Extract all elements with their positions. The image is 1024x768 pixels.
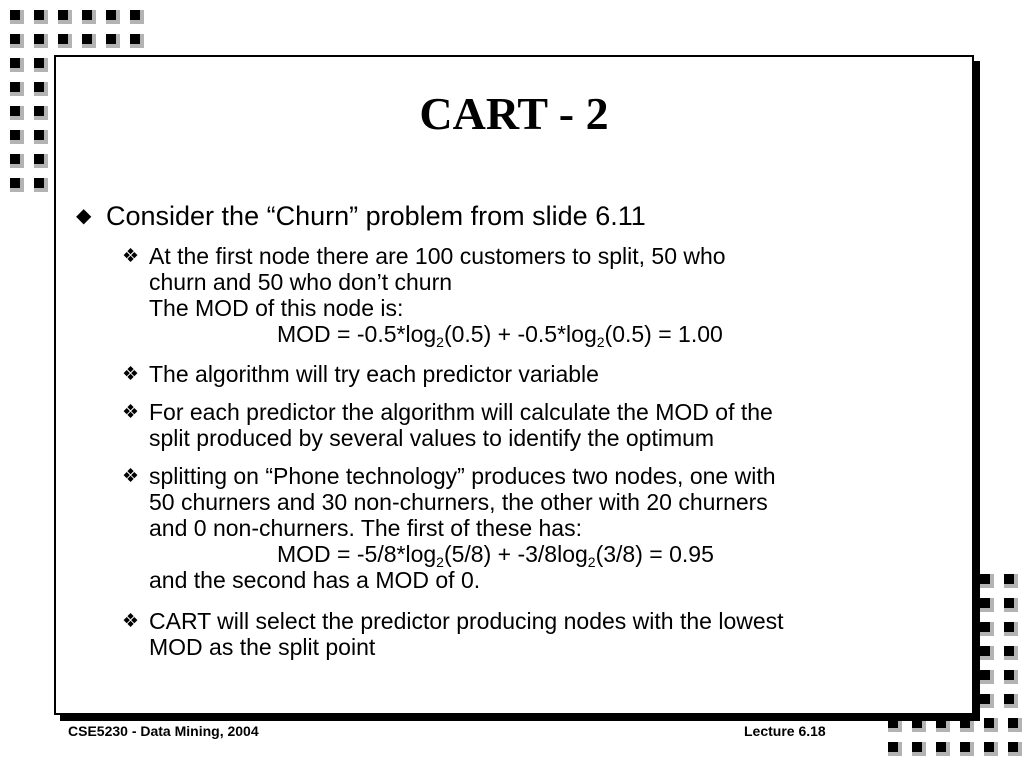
decorative-square [34,130,48,144]
ornament-bullet-icon: ❖ [122,402,140,423]
slide-title: CART - 2 [419,88,609,139]
decorative-square [984,742,998,756]
sub-bullet-text: The MOD of this node is: [149,295,404,321]
decorative-square [34,58,48,72]
decorative-square [58,10,72,24]
sub-bullet-text: and the second has a MOD of 0. [149,567,481,593]
decorative-square [1008,718,1022,732]
decorative-square [10,154,24,168]
decorative-square [984,718,998,732]
decorative-square [912,718,926,732]
ornament-bullet-icon: ❖ [122,611,140,632]
decorative-square [936,742,950,756]
decorative-square [82,10,96,24]
decorative-square [980,622,994,636]
decorative-square [10,58,24,72]
decorative-square [960,742,974,756]
ornament-bullet-icon: ❖ [122,466,140,487]
sub-bullet-text: The algorithm will try each predictor variable [149,361,599,387]
decorative-square [34,106,48,120]
decorative-square [106,10,120,24]
sub-bullet-try-predictors [122,361,599,387]
decorative-square [888,718,902,732]
footer-lecture: Lecture 6.18 [744,723,826,739]
decorative-square [980,670,994,684]
decorative-square [10,82,24,96]
sub-bullet-calculate-mod [122,399,773,451]
sub-bullet-text: split produced by several values to identify the optimum [149,425,715,451]
decorative-square [130,34,144,48]
formula-root-mod: MOD = $-0.5*\log_2(0.5) + -0.5*\log_2(0.5) = 1.00$ [277,321,723,350]
footer-course: CSE5230 - Data Mining, 2004 [68,723,259,739]
decorative-square [936,718,950,732]
decorative-square [1004,670,1018,684]
sub-bullet-text: and 0 non-churners. The first of these has: [149,515,582,541]
decorative-square [34,34,48,48]
formula-split-mod: MOD = $-5/8*\log_2(5/8) + -3/8\log_2(3/8) = 0.95$ [277,541,714,570]
sub-bullet-text: splitting on “Phone technology” produces two nodes, one with [149,463,776,489]
main-bullet [76,201,646,232]
sub-bullet-text: MOD as the split point [149,634,376,660]
diamond-bullet-icon: ◆ [76,205,92,227]
decorative-square [34,154,48,168]
sub-bullet-text: 50 churners and 30 non-churners, the other with 20 churners [149,489,768,515]
sub-bullet-text: At the first node there are 100 customers to split, 50 who [149,243,726,269]
decorative-square [130,10,144,24]
decorative-square [1004,622,1018,636]
decorative-square [888,742,902,756]
decorative-square [1004,646,1018,660]
decorative-square [980,574,994,588]
decorative-square [10,130,24,144]
sub-bullet-text: churn and 50 who don’t churn [149,269,453,295]
decorative-square [34,10,48,24]
decorative-square [10,10,24,24]
sub-bullet-first-node [122,243,726,350]
decorative-square [980,694,994,708]
sub-bullet-cart-select [122,608,784,660]
decorative-square [58,34,72,48]
decorative-square [980,598,994,612]
sub-bullet-phone-technology [122,463,776,593]
decorative-square [1004,598,1018,612]
decorative-square [10,106,24,120]
decorative-square [1004,574,1018,588]
decorative-square [106,34,120,48]
decorative-square [1004,694,1018,708]
decorative-square [34,178,48,192]
decorative-square [34,82,48,96]
slide-frame [54,55,974,715]
main-bullet-text: Consider the “Churn” problem from slide 6.11 [106,201,646,231]
decorative-square [82,34,96,48]
decorative-square [10,34,24,48]
decorative-square [980,646,994,660]
decorative-square [10,178,24,192]
sub-bullet-text: CART will select the predictor producing nodes with the lowest [149,608,784,634]
decorative-square [912,742,926,756]
sub-bullet-text: For each predictor the algorithm will calculate the MOD of the [149,399,773,425]
ornament-bullet-icon: ❖ [122,364,140,385]
ornament-bullet-icon: ❖ [122,246,140,267]
decorative-square [960,718,974,732]
decorative-square [1008,742,1022,756]
